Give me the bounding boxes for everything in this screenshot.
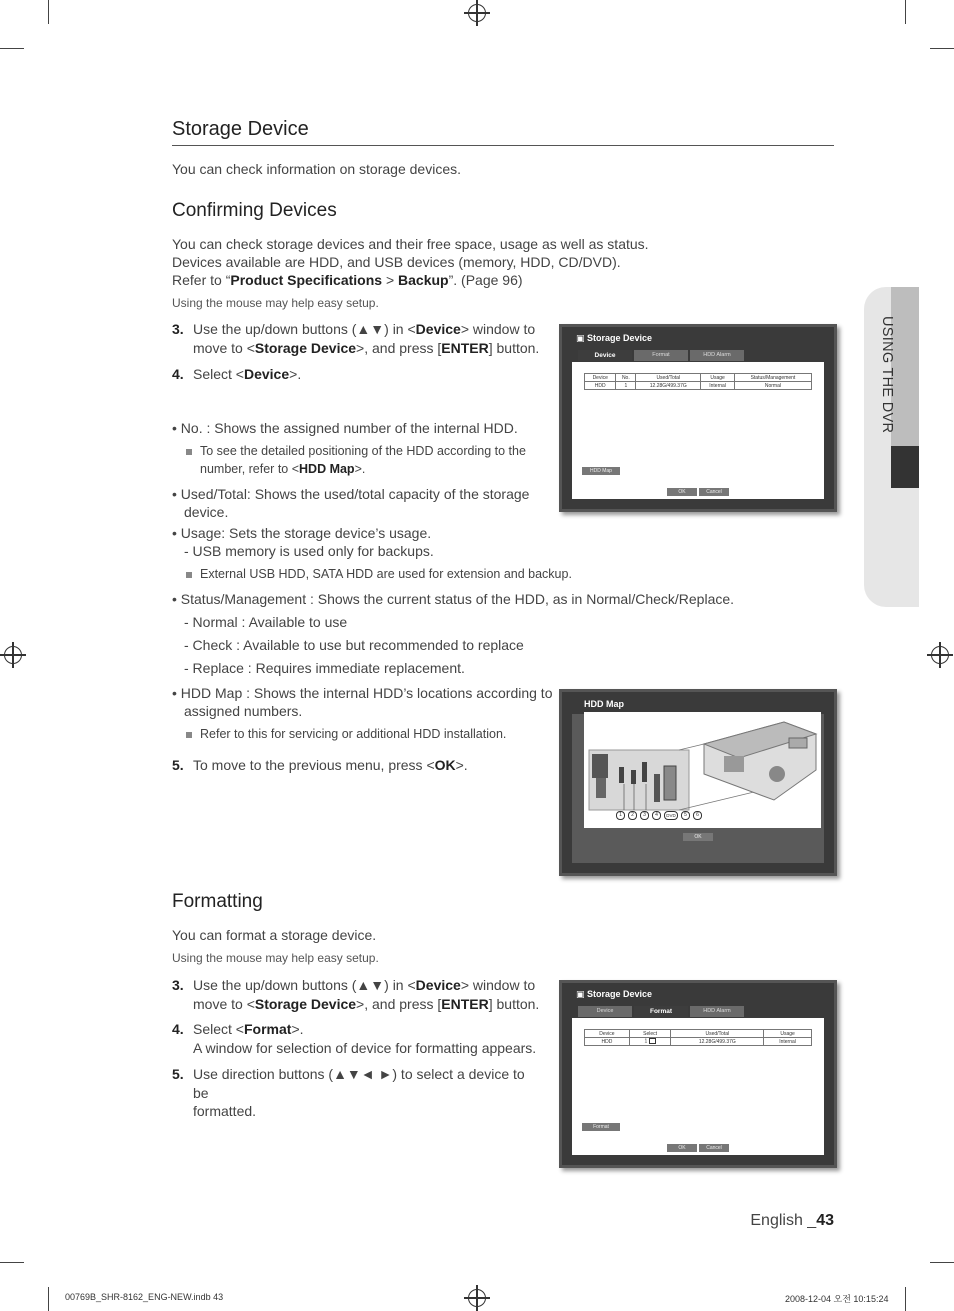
hdd-map-button[interactable]: HDD Map: [582, 467, 620, 475]
cancel-button[interactable]: Cancel: [699, 488, 729, 496]
mouse-tip: Using the mouse may help easy setup.: [172, 296, 379, 310]
crop-mark: [0, 48, 24, 49]
crop-mark: [905, 1287, 906, 1311]
note-hdd-map: To see the detailed positioning of the HDD according to the number, refer to <HDD Map>.: [186, 442, 546, 478]
slot-label-5: 5: [681, 811, 690, 820]
note-square-icon: [186, 449, 192, 455]
bullet-used-total: • Used/Total: Shows the used/total capacity of the storage device.: [172, 486, 530, 520]
note-square-icon: [186, 572, 192, 578]
registration-mark-icon: [4, 646, 22, 664]
slot-labels: [616, 811, 702, 820]
note-servicing: Refer to this for servicing or additional HDD installation.: [186, 725, 506, 743]
screen-title: ▣ Storage Device: [576, 989, 653, 999]
note-usb: External USB HDD, SATA HDD are used for extension and backup.: [186, 565, 572, 583]
status-check: - Check : Available to use but recommended to replace: [184, 637, 524, 653]
col-device: Device: [585, 374, 616, 382]
mouse-tip: Using the mouse may help easy setup.: [172, 951, 379, 965]
format-screen: [559, 980, 837, 1168]
cell-device: HDD: [585, 1038, 630, 1046]
hdd-map-screen: [559, 689, 837, 876]
screen-title: ▣ Storage Device: [576, 333, 653, 343]
col-used-total: Used/Total: [636, 374, 701, 382]
print-slug-right: 2008-12-04 오전 10:15:24: [785, 1294, 889, 1304]
format-button[interactable]: Format: [582, 1123, 620, 1131]
slot-label-dvd: DVD: [664, 811, 678, 820]
cell-no: 1: [616, 382, 636, 390]
confirming-p3: Refer to “Product Specifications > Backup”. (Page 96): [172, 272, 523, 288]
crop-mark: [905, 0, 906, 24]
ok-button[interactable]: OK: [683, 833, 713, 841]
storage-device-screen: [559, 324, 837, 512]
cell-usage: Internal: [701, 382, 735, 390]
confirming-p1: You can check storage devices and their free space, usage as well as status.: [172, 236, 649, 252]
confirming-heading: Confirming Devices: [172, 200, 337, 221]
confirming-p2: Devices available are HDD, and USB devices (memory, HDD, CD/DVD).: [172, 254, 621, 270]
cancel-button[interactable]: Cancel: [699, 1144, 729, 1152]
formatting-intro: You can format a storage device.: [172, 927, 377, 943]
tab-device[interactable]: Device: [578, 1006, 632, 1017]
col-used-total: Used/Total: [671, 1030, 764, 1038]
ok-button[interactable]: OK: [667, 1144, 697, 1152]
col-select: Select: [629, 1030, 671, 1038]
cell-used-total: 12.28G/499.37G: [636, 382, 701, 390]
col-usage: Usage: [701, 374, 735, 382]
confirming-step-3: 3. Use the up/down buttons (▲▼) in <Device> window to move to <Storage Device>, and press [ENTER] button.: [172, 321, 540, 356]
crop-mark: [48, 0, 49, 24]
cell-status: Normal: [734, 382, 811, 390]
print-slug-left: 00769B_SHR-8162_ENG-NEW.indb 43: [65, 1292, 224, 1302]
status-replace: - Replace : Requires immediate replacement.: [184, 660, 465, 676]
status-normal: - Normal : Available to use: [184, 614, 348, 630]
col-device: Device: [585, 1030, 630, 1038]
cell-select[interactable]: 1: [629, 1038, 671, 1046]
confirming-step-5: 5. To move to the previous menu, press <OK>.: [172, 757, 468, 773]
registration-mark-icon: [931, 646, 949, 664]
ok-button[interactable]: OK: [667, 488, 697, 496]
crop-mark: [48, 1287, 49, 1311]
formatting-step-5: 5. Use direction buttons (▲▼◄ ►) to select a device to be formatted.: [172, 1066, 525, 1119]
slot-label-2: 2: [628, 811, 637, 820]
table-row[interactable]: [585, 1038, 812, 1046]
device-table: [584, 373, 812, 390]
cell-device: HDD: [585, 382, 616, 390]
formatting-heading: Formatting: [172, 891, 263, 912]
chapter-label: USING THE DVR: [879, 316, 895, 434]
col-usage: Usage: [764, 1030, 812, 1038]
crop-mark: [930, 1262, 954, 1263]
screen-tabs: [578, 1006, 746, 1017]
registration-mark-icon: [468, 4, 486, 22]
tab-format[interactable]: Format: [634, 1006, 688, 1017]
tab-device[interactable]: Device: [578, 350, 632, 361]
col-status: Status/Management: [734, 374, 811, 382]
table-row[interactable]: [585, 382, 812, 390]
slot-label-6: 6: [693, 811, 702, 820]
slot-label-1: 1: [616, 811, 625, 820]
crop-mark: [930, 48, 954, 49]
page-number: English _43: [750, 1212, 834, 1229]
crop-mark: [0, 1262, 24, 1263]
tab-hdd-alarm[interactable]: HDD Alarm: [690, 350, 744, 361]
section-title: Storage Device: [172, 118, 309, 140]
tab-hdd-alarm[interactable]: HDD Alarm: [690, 1006, 744, 1017]
col-no: No.: [616, 374, 636, 382]
cell-used-total: 12.28G/499.37G: [671, 1038, 764, 1046]
screen-tabs: [578, 350, 746, 361]
registration-mark-icon: [468, 1289, 486, 1307]
bullet-no: • No. : Shows the assigned number of the internal HDD.: [172, 420, 518, 436]
title-rule: [172, 145, 834, 146]
tab-format[interactable]: Format: [634, 350, 688, 361]
formatting-step-3: 3. Use the up/down buttons (▲▼) in <Device> window to move to <Storage Device>, and press [ENTER] button.: [172, 977, 540, 1012]
screen-title: HDD Map: [584, 699, 624, 709]
bullet-status: • Status/Management : Shows the current status of the HDD, as in Normal/Check/Replace.: [172, 591, 735, 607]
confirming-step-4: 4. Select <Device>.: [172, 366, 302, 382]
format-table: [584, 1029, 812, 1046]
bullet-usage: • Usage: Sets the storage device’s usage.: [172, 525, 432, 541]
slot-label-4: 4: [652, 811, 661, 820]
section-intro: You can check information on storage devices.: [172, 161, 461, 177]
cell-usage: Internal: [764, 1038, 812, 1046]
formatting-step-4: 4. Select <Format>. A window for selection of device for formatting appears.: [172, 1021, 537, 1056]
checkbox-icon[interactable]: [649, 1038, 656, 1044]
note-square-icon: [186, 732, 192, 738]
usage-sub: - USB memory is used only for backups.: [184, 543, 434, 559]
slot-label-3: 3: [640, 811, 649, 820]
bullet-hdd-map: • HDD Map : Shows the internal HDD’s locations according to assigned numbers.: [172, 685, 553, 719]
